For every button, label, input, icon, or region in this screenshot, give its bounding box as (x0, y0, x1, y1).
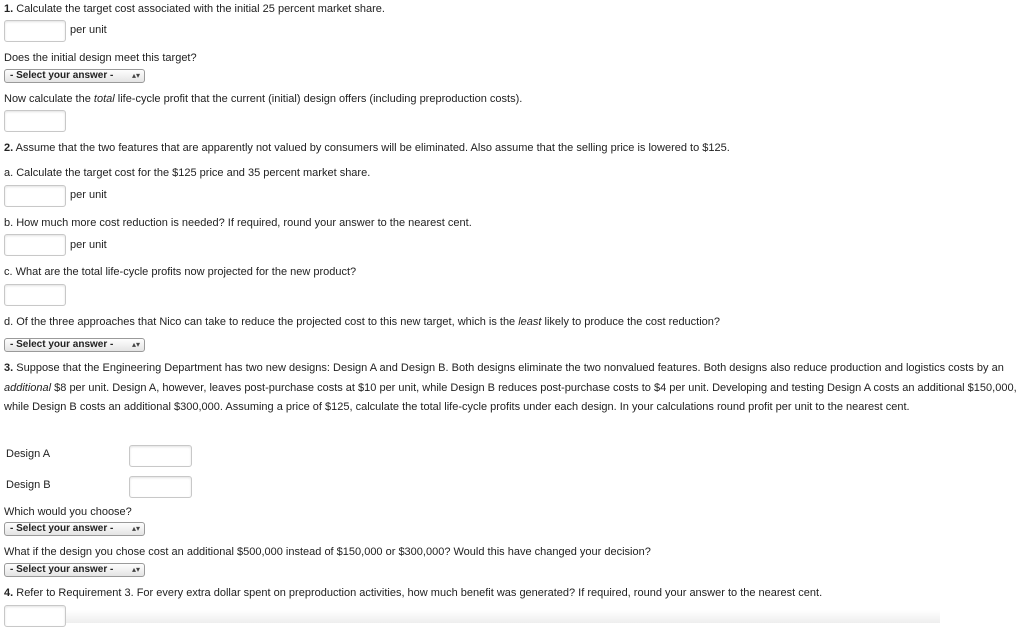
q3-design-a-label: Design A (6, 448, 51, 460)
select-arrows-icon: ▴▾ (131, 565, 140, 574)
q1-profit-text-pre: Now calculate the (4, 93, 94, 105)
q1-profit-text-post: life-cycle profit that the current (initial) design offers (including preproduction costs). (114, 93, 523, 105)
q1-meet-question: Does the initial design meet this target? (4, 52, 197, 64)
q1-unit-label: per unit (70, 24, 107, 36)
q1-meet-select-label: - Select your answer - (10, 70, 114, 81)
q2d-text-em: least (518, 316, 542, 328)
select-arrows-icon: ▴▾ (131, 524, 140, 533)
q3-choose-question: Which would you choose? (4, 506, 132, 518)
q2d-select-label: - Select your answer - (10, 339, 114, 350)
bottom-fade (60, 610, 940, 623)
q1-meet-select[interactable] (4, 69, 145, 83)
q2a-target-cost-input[interactable] (4, 185, 66, 207)
q4-benefit-input[interactable] (4, 605, 66, 627)
q2-number: 2. (4, 142, 14, 154)
q2b-cost-reduction-input[interactable] (4, 234, 66, 256)
q1-prompt (4, 3, 385, 15)
q2d-select[interactable] (4, 338, 145, 352)
q3-design-b-input[interactable] (129, 476, 192, 498)
q3-whatif-select-label: - Select your answer - (10, 564, 114, 575)
q2d-text-pre: d. Of the three approaches that Nico can take to reduce the projected cost to this new target, which is the (4, 316, 519, 328)
q3-choose-select[interactable] (4, 522, 145, 536)
select-arrows-icon: ▴▾ (131, 340, 140, 349)
q2c-question: c. What are the total life-cycle profits now projected for the new product? (4, 266, 357, 278)
q4-number: 4. (4, 587, 14, 599)
q3-whatif-question: What if the design you chose cost an additional $500,000 instead of $150,000 or $300,000? Would this have changed your decision? (4, 546, 651, 558)
q3-whatif-select[interactable] (4, 563, 145, 577)
q3-design-a-input[interactable] (129, 445, 192, 467)
q1-profit-text-em: total (93, 93, 115, 105)
q3-number: 3. (4, 362, 14, 374)
q2c-profit-input[interactable] (4, 284, 66, 306)
q2-text: Assume that the two features that are apparently not valued by consumers will be eliminated. Also assume that the selling price is lowered to $125. (15, 142, 730, 154)
q4-text: Refer to Requirement 3. For every extra dollar spent on preproduction activities, how much benefit was generated? If required, round your answer to the nearest cent. (16, 587, 823, 599)
q3-text-pre: Suppose that the Engineering Department has two new designs: Design A and Design B. Both designs eliminate the two nonvalued features. Both designs also reduce production and logistics costs by an (16, 362, 1004, 374)
q2a-question: a. Calculate the target cost for the $125 price and 35 percent market share. (4, 167, 371, 179)
q3-design-b-label: Design B (6, 479, 51, 491)
select-arrows-icon: ▴▾ (131, 71, 140, 80)
q4-prompt (4, 587, 822, 599)
q2d-question (4, 316, 720, 328)
q2d-text-post: likely to produce the cost reduction? (541, 316, 721, 328)
q1-text: Calculate the target cost associated with the initial 25 percent market share. (16, 3, 385, 15)
q3-text-post: $8 per unit. Design A, however, leaves post-purchase costs at $10 per unit, while Design B reduces post-purchase costs to $4 per unit. Developing and testing Design A costs an additional $150,000, while Design B costs an additional $300,000. Assuming a price of $125, calculate the total life-cycle profits under each design. In your calculations round profit per unit to the nearest cent. (4, 381, 1017, 413)
q3-choose-select-label: - Select your answer - (10, 523, 114, 534)
q2-prompt (4, 142, 730, 154)
q2b-unit-label: per unit (70, 239, 107, 251)
q2b-question: b. How much more cost reduction is needed? If required, round your answer to the nearest cent. (4, 217, 472, 229)
q1-profit-question (4, 93, 522, 105)
q3-text-em: additional (4, 381, 52, 394)
q3-prompt (4, 359, 1020, 418)
q1-number: 1. (4, 3, 14, 15)
q1-target-cost-input[interactable] (4, 20, 66, 42)
q1-profit-input[interactable] (4, 110, 66, 132)
q2a-unit-label: per unit (70, 189, 107, 201)
